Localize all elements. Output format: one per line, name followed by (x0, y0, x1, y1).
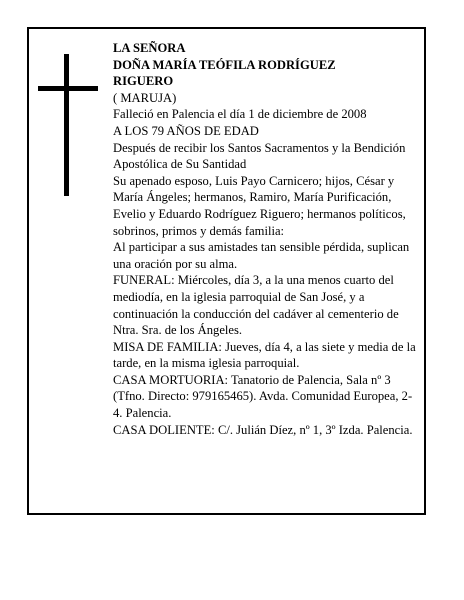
age-statement: A LOS 79 AÑOS DE EDAD (113, 123, 259, 138)
funeral-paragraph: FUNERAL: Miércoles, día 3, a la una menos cuarto del mediodía, en la iglesia parroquial de San José, y a continuación la conducción del cadáver al cementerio de Ntra. Sra. de los Ángeles. (113, 273, 399, 338)
nickname: ( MARUJA) (113, 90, 177, 105)
cross-icon (38, 54, 98, 196)
family-paragraph: Su apenado esposo, Luis Payo Carnicero; hijos, César y María Ángeles; hermanos, Ramiro, María Purificación, Evelio y Eduardo Rodríguez Riguero; hermanos políticos, sobrinos, primos y demás familia: (113, 173, 406, 238)
sacraments-paragraph: Después de recibir los Santos Sacramentos y la Bendición Apostólica de Su Santidad (113, 140, 406, 172)
mortuary-paragraph: CASA MORTUORIA: Tanatorio de Palencia, Sala nº 3 (Tfno. Directo: 979165465). Avda. Comunidad Europea, 2-4. Palencia. (113, 372, 413, 421)
mourning-house-paragraph: CASA DOLIENTE: C/. Julián Díez, nº 1, 3º Izda. Palencia. (113, 422, 413, 437)
deceased-name-line1: DOÑA MARÍA TEÓFILA RODRÍGUEZ (113, 57, 336, 72)
obituary-text (113, 40, 419, 438)
death-statement: Falleció en Palencia el día 1 de diciembre de 2008 (113, 107, 367, 122)
deceased-name-line2: RIGUERO (113, 74, 174, 89)
family-mass-paragraph: MISA DE FAMILIA: Jueves, día 4, a las siete y media de la tarde, en la misma iglesia parroquial. (113, 339, 416, 371)
cross-horizontal-bar (38, 86, 98, 91)
heading-title: LA SEÑORA (113, 41, 186, 55)
request-paragraph: Al participar a sus amistades tan sensible pérdida, suplican una oración por su alma. (113, 240, 410, 271)
cross-vertical-bar (64, 54, 69, 196)
